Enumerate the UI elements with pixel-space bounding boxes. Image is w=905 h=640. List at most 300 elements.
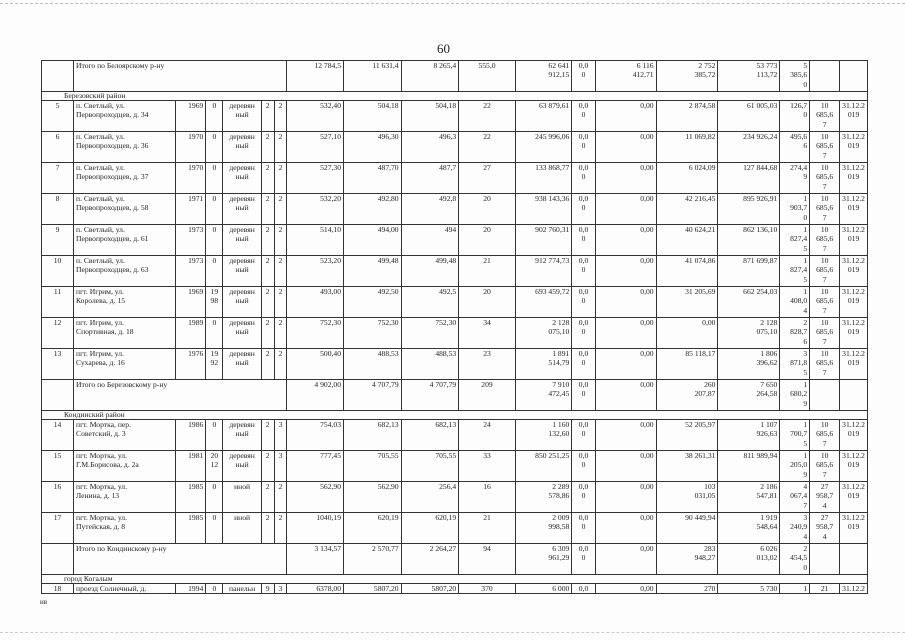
cell-material: панельн	[223, 584, 261, 594]
total-unit-limit	[810, 544, 840, 575]
cell-num: 6	[42, 132, 74, 163]
cell-area-total: 752,30	[287, 318, 344, 349]
cell-area-living2: 752,30	[401, 318, 459, 349]
total-area-living: 11 631,4	[344, 61, 402, 92]
cell-area-living2: 487,7	[401, 163, 459, 194]
cell-material: деревян ный	[223, 287, 261, 318]
total-area-living2: 2 264,27	[401, 544, 459, 575]
cell-address: пгт. Мортка, ул. Ленина, д. 13	[74, 482, 176, 513]
cell-deadline: 31.12.2 019	[840, 420, 868, 451]
table-row	[42, 482, 868, 513]
cell-residents: 34	[459, 318, 516, 349]
total-row	[42, 380, 868, 411]
cell-area-living2: 492,5	[401, 287, 459, 318]
cell-cost: 1 160 132,60	[515, 420, 572, 451]
cell-fund3: 42 216,45	[656, 194, 718, 225]
cell-area-total: 493,00	[287, 287, 344, 318]
cell-address: пгт. Мортка, ул. Путейская, д. 8	[74, 513, 176, 544]
cell-fund2: 0,00	[595, 101, 656, 132]
cell-fund2: 0,00	[595, 451, 656, 482]
cell-entrances: 2	[274, 163, 287, 194]
cell-cost: 6 000	[515, 584, 572, 594]
cell-address: пгт. Игрим, ул. Сухарева, д. 16	[74, 349, 176, 380]
cell-fund3: 52 205,97	[656, 420, 718, 451]
cell-unit-limit: 27 958,7 4	[810, 482, 840, 513]
cell-num: 8	[42, 194, 74, 225]
cell-fund3: 40 624,21	[656, 225, 718, 256]
cell-fund4: 61 005,03	[718, 101, 780, 132]
cell-blank	[42, 544, 74, 575]
cell-fund2: 0,00	[595, 163, 656, 194]
cell-material: деревян ный	[223, 163, 261, 194]
cell-address: п. Светлый, ул. Первопроходцев, д. 36	[74, 132, 176, 163]
cell-cost: 902 760,31	[515, 225, 572, 256]
cell-unit-cost: 1	[780, 584, 810, 594]
cell-year: 1994	[176, 584, 206, 594]
cell-cost: 1 891 514,79	[515, 349, 572, 380]
footer-mark: нв	[40, 598, 48, 606]
cell-fund2: 0,00	[595, 349, 656, 380]
cell-unit-limit: 10 685,6 7	[810, 451, 840, 482]
cell-deadline: 31.12.2 019	[840, 256, 868, 287]
cell-year2: 19 92	[206, 349, 223, 380]
cell-fund4: 5 730	[718, 584, 780, 594]
cell-floors: 9	[261, 584, 274, 594]
cell-area-living2: 504,18	[401, 101, 459, 132]
cell-fund1: 0,0 0	[572, 349, 595, 380]
cell-entrances: 2	[274, 132, 287, 163]
total-area-living: 4 707,79	[344, 380, 402, 411]
total-unit-limit	[810, 61, 840, 92]
cell-material: деревян ный	[223, 194, 261, 225]
cell-area-total: 527,30	[287, 163, 344, 194]
cell-residents: 22	[459, 101, 516, 132]
section-title: Кондинский район	[42, 411, 868, 420]
total-fund1: 0,0 0	[572, 61, 595, 92]
cell-cost: 133 868,77	[515, 163, 572, 194]
cell-num: 10	[42, 256, 74, 287]
total-residents: 555,0	[459, 61, 516, 92]
table-row	[42, 287, 868, 318]
cell-floors: 2	[261, 132, 274, 163]
cell-area-living: 487,70	[344, 163, 402, 194]
cell-unit-cost: 126,7 0	[780, 101, 810, 132]
cell-floors: 2	[261, 287, 274, 318]
table-row	[42, 420, 868, 451]
cell-fund1: 0,0 0	[572, 287, 595, 318]
cell-material: деревян ный	[223, 451, 261, 482]
cell-fund2: 0,00	[595, 318, 656, 349]
cell-area-total: 514,10	[287, 225, 344, 256]
cell-address: п. Светлый, ул. Первопроходцев, д. 58	[74, 194, 176, 225]
cell-area-living: 752,30	[344, 318, 402, 349]
cell-blank	[42, 61, 74, 92]
cell-area-total: 532,20	[287, 194, 344, 225]
cell-fund2: 0,00	[595, 194, 656, 225]
cell-address: пгт. Мортка, пер. Советский, д. 3	[74, 420, 176, 451]
cell-fund1: 0,0 0	[572, 225, 595, 256]
cell-fund4: 895 926,91	[718, 194, 780, 225]
cell-fund1: 0,0 0	[572, 451, 595, 482]
cell-entrances: 2	[274, 194, 287, 225]
total-residents: 94	[459, 544, 516, 575]
cell-material: деревян ный	[223, 256, 261, 287]
cell-fund4: 127 844,68	[718, 163, 780, 194]
cell-address: проезд Солнечный, д.	[74, 584, 176, 594]
cell-num: 15	[42, 451, 74, 482]
total-area-total: 3 134,57	[287, 544, 344, 575]
cell-year2: 0	[206, 194, 223, 225]
cell-year: 1969	[176, 101, 206, 132]
cell-year2: 0	[206, 256, 223, 287]
cell-material: деревян ный	[223, 225, 261, 256]
cell-year: 1973	[176, 256, 206, 287]
total-unit-cost: 2 454,5 0	[780, 544, 810, 575]
cell-residents: 21	[459, 513, 516, 544]
cell-material: деревян ный	[223, 101, 261, 132]
cell-fund1: 0,0 0	[572, 318, 595, 349]
cell-area-total: 754,03	[287, 420, 344, 451]
cell-fund1: 0,0 0	[572, 132, 595, 163]
cell-area-living: 504,18	[344, 101, 402, 132]
cell-area-living: 494,00	[344, 225, 402, 256]
cell-fund1: 0,0 0	[572, 420, 595, 451]
total-fund3: 260 207,87	[656, 380, 718, 411]
total-fund4: 53 773 113,72	[718, 61, 780, 92]
cell-area-total: 500,40	[287, 349, 344, 380]
cell-fund3: 2 874,58	[656, 101, 718, 132]
section-row	[42, 92, 868, 101]
cell-area-living2: 494	[401, 225, 459, 256]
cell-entrances: 2	[274, 349, 287, 380]
cell-year: 1970	[176, 163, 206, 194]
total-unit-cost: 1 680,2 9	[780, 380, 810, 411]
cell-unit-limit: 10 685,6 7	[810, 349, 840, 380]
total-unit-cost: 5 385,6 0	[780, 61, 810, 92]
cell-year: 1969	[176, 287, 206, 318]
cell-floors: 2	[261, 349, 274, 380]
cell-residents: 23	[459, 349, 516, 380]
cell-unit-cost: 1 700,7 5	[780, 420, 810, 451]
cell-year2: 0	[206, 101, 223, 132]
cell-entrances: 2	[274, 225, 287, 256]
cell-area-living: 682,13	[344, 420, 402, 451]
cell-fund3: 103 031,05	[656, 482, 718, 513]
table-row	[42, 318, 868, 349]
cell-cost: 693 459,72	[515, 287, 572, 318]
cell-fund4: 811 989,94	[718, 451, 780, 482]
total-row	[42, 544, 868, 575]
cell-cost: 938 143,36	[515, 194, 572, 225]
cell-year2: 20 12	[206, 451, 223, 482]
cell-fund3: 90 449,94	[656, 513, 718, 544]
cell-unit-limit: 10 685,6 7	[810, 194, 840, 225]
cell-fund4: 1 919 548,64	[718, 513, 780, 544]
cell-entrances: 2	[274, 256, 287, 287]
total-residents: 209	[459, 380, 516, 411]
cell-deadline: 31.12.2 019	[840, 132, 868, 163]
cell-cost: 2 289 578,86	[515, 482, 572, 513]
cell-unit-cost: 1 205,0 9	[780, 451, 810, 482]
page-number: 60	[437, 41, 450, 56]
cell-fund1: 0,0	[572, 584, 595, 594]
cell-area-living2: 492,8	[401, 194, 459, 225]
cell-area-living2: 488,53	[401, 349, 459, 380]
cell-fund2: 0,00	[595, 225, 656, 256]
table-row	[42, 163, 868, 194]
cell-fund4: 871 699,87	[718, 256, 780, 287]
cell-fund4: 1 107 926,63	[718, 420, 780, 451]
total-deadline	[840, 61, 868, 92]
cell-cost: 2 009 998,58	[515, 513, 572, 544]
total-row	[42, 61, 868, 92]
section-row	[42, 575, 868, 584]
cell-fund2: 0,00	[595, 132, 656, 163]
cell-num: 12	[42, 318, 74, 349]
cell-unit-limit: 10 685,6 7	[810, 163, 840, 194]
total-cost: 7 910 472,45	[515, 380, 572, 411]
total-label: Итого по Кондинскому р-ну	[74, 544, 287, 575]
cell-year2: 0	[206, 318, 223, 349]
cell-area-total: 527,10	[287, 132, 344, 163]
cell-area-living2: 705,55	[401, 451, 459, 482]
cell-floors: 2	[261, 482, 274, 513]
cell-floors: 2	[261, 256, 274, 287]
cell-entrances: 3	[274, 451, 287, 482]
cell-residents: 20	[459, 225, 516, 256]
cell-num: 16	[42, 482, 74, 513]
cell-num: 7	[42, 163, 74, 194]
cell-address: п. Светлый, ул. Первопроходцев, д. 63	[74, 256, 176, 287]
cell-fund1: 0,0 0	[572, 101, 595, 132]
cell-fund2: 0,00	[595, 256, 656, 287]
cell-floors: 2	[261, 420, 274, 451]
cell-fund4: 2 186 547,81	[718, 482, 780, 513]
table-row	[42, 349, 868, 380]
cell-fund3: 0,00	[656, 318, 718, 349]
cell-fund4: 2 128 075,10	[718, 318, 780, 349]
cell-unit-limit: 10 685,6 7	[810, 287, 840, 318]
cell-unit-limit: 10 685,6 7	[810, 256, 840, 287]
section-row	[42, 411, 868, 420]
total-fund4: 7 650 264,58	[718, 380, 780, 411]
section-title: город Когалым	[42, 575, 868, 584]
cell-year2: 0	[206, 163, 223, 194]
cell-area-living: 492,80	[344, 194, 402, 225]
total-label: Итого по Березовскому р-ну	[74, 380, 287, 411]
total-area-total: 12 784,5	[287, 61, 344, 92]
cell-address: п. Светлый, ул. Первопроходцев, д. 61	[74, 225, 176, 256]
total-area-total: 4 902,00	[287, 380, 344, 411]
cell-unit-cost: 1 408,0 4	[780, 287, 810, 318]
cell-deadline: 31.12.2 019	[840, 318, 868, 349]
cell-material: деревян ный	[223, 349, 261, 380]
housing-register-table	[41, 60, 868, 594]
cell-entrances: 2	[274, 318, 287, 349]
cell-num: 17	[42, 513, 74, 544]
top-scan-edge	[0, 3, 905, 4]
cell-fund2: 0,00	[595, 513, 656, 544]
cell-residents: 33	[459, 451, 516, 482]
cell-year2: 0	[206, 513, 223, 544]
cell-area-living2: 499,48	[401, 256, 459, 287]
cell-unit-limit: 27 958,7 4	[810, 513, 840, 544]
cell-deadline: 31.12.2 019	[840, 451, 868, 482]
cell-unit-cost: 274,4 9	[780, 163, 810, 194]
cell-fund3: 31 205,69	[656, 287, 718, 318]
cell-cost: 2 128 075,10	[515, 318, 572, 349]
cell-floors: 2	[261, 163, 274, 194]
cell-unit-cost: 3 871,8 5	[780, 349, 810, 380]
cell-residents: 16	[459, 482, 516, 513]
cell-area-living2: 620,19	[401, 513, 459, 544]
total-cost: 62 641 912,15	[515, 61, 572, 92]
cell-residents: 21	[459, 256, 516, 287]
cell-deadline: 31.12.2 019	[840, 163, 868, 194]
cell-address: пгт. Мортка, ул. Г.М.Борисова, д. 2а	[74, 451, 176, 482]
total-fund2: 0,00	[595, 544, 656, 575]
cell-area-living2: 682,13	[401, 420, 459, 451]
cell-address: п. Светлый, ул. Первопроходцев, д. 37	[74, 163, 176, 194]
cell-entrances: 3	[274, 584, 287, 594]
cell-year: 1986	[176, 420, 206, 451]
cell-fund3: 270	[656, 584, 718, 594]
cell-area-total: 777,45	[287, 451, 344, 482]
cell-material: деревян ный	[223, 132, 261, 163]
cell-area-living2: 5807,20	[401, 584, 459, 594]
cell-unit-limit: 10 685,6 7	[810, 101, 840, 132]
cell-unit-limit: 21	[810, 584, 840, 594]
cell-fund1: 0,0 0	[572, 513, 595, 544]
cell-fund4: 1 806 396,62	[718, 349, 780, 380]
cell-year: 1971	[176, 194, 206, 225]
cell-fund1: 0,0 0	[572, 163, 595, 194]
cell-deadline: 31.12.2 019	[840, 349, 868, 380]
total-fund3: 2 752 385,72	[656, 61, 718, 92]
cell-area-living: 488,53	[344, 349, 402, 380]
section-title: Березовский район	[42, 92, 868, 101]
cell-residents: 20	[459, 287, 516, 318]
cell-year2: 0	[206, 132, 223, 163]
cell-fund4: 862 136,10	[718, 225, 780, 256]
total-deadline	[840, 544, 868, 575]
cell-unit-cost: 3 240,9 4	[780, 513, 810, 544]
table-row	[42, 584, 868, 594]
cell-area-total: 562,90	[287, 482, 344, 513]
cell-area-living: 562,90	[344, 482, 402, 513]
total-label: Итого по Белоярскому р-ну	[74, 61, 287, 92]
cell-fund1: 0,0 0	[572, 194, 595, 225]
cell-cost: 912 774,73	[515, 256, 572, 287]
cell-entrances: 2	[274, 287, 287, 318]
total-area-living2: 4 707,79	[401, 380, 459, 411]
cell-residents: 27	[459, 163, 516, 194]
cell-floors: 2	[261, 101, 274, 132]
cell-year2: 0	[206, 584, 223, 594]
cell-entrances: 3	[274, 420, 287, 451]
cell-deadline: 31.12.2 019	[840, 101, 868, 132]
cell-area-total: 6378,00	[287, 584, 344, 594]
cell-residents: 370	[459, 584, 516, 594]
cell-unit-cost: 1 827,4 5	[780, 256, 810, 287]
cell-cost: 245 996,06	[515, 132, 572, 163]
cell-area-living: 705,55	[344, 451, 402, 482]
cell-floors: 2	[261, 451, 274, 482]
cell-cost: 63 879,61	[515, 101, 572, 132]
cell-unit-cost: 495,6 6	[780, 132, 810, 163]
table-row	[42, 256, 868, 287]
cell-fund2: 0,00	[595, 482, 656, 513]
cell-num: 14	[42, 420, 74, 451]
cell-deadline: 31.12.2 019	[840, 225, 868, 256]
cell-area-living: 496,30	[344, 132, 402, 163]
cell-material: деревян ный	[223, 318, 261, 349]
cell-floors: 2	[261, 513, 274, 544]
cell-area-total: 532,40	[287, 101, 344, 132]
cell-num: 18	[42, 584, 74, 594]
total-area-living: 2 570,77	[344, 544, 402, 575]
table-body	[42, 61, 868, 594]
cell-residents: 24	[459, 420, 516, 451]
cell-address: п. Светлый, ул. Первопроходцев, д. 34	[74, 101, 176, 132]
cell-address: пгт. Игрим, ул. Королева, д. 15	[74, 287, 176, 318]
cell-residents: 22	[459, 132, 516, 163]
cell-material: деревян ный	[223, 420, 261, 451]
cell-num: 13	[42, 349, 74, 380]
table-row	[42, 225, 868, 256]
total-deadline	[840, 380, 868, 411]
cell-area-total: 523,20	[287, 256, 344, 287]
cell-fund2: 0,00	[595, 420, 656, 451]
total-area-living2: 8 265,4	[401, 61, 459, 92]
cell-fund3: 6 024,09	[656, 163, 718, 194]
cell-year2: 0	[206, 420, 223, 451]
cell-year: 1973	[176, 225, 206, 256]
cell-cost: 850 251,25	[515, 451, 572, 482]
cell-year: 1989	[176, 318, 206, 349]
cell-num: 9	[42, 225, 74, 256]
cell-blank	[42, 380, 74, 411]
total-fund4: 6 026 013,02	[718, 544, 780, 575]
cell-unit-cost: 2 828,7 6	[780, 318, 810, 349]
cell-deadline: 31.12.2	[840, 584, 868, 594]
cell-area-living2: 256,4	[401, 482, 459, 513]
cell-fund1: 0,0 0	[572, 256, 595, 287]
table-row	[42, 194, 868, 225]
cell-unit-limit: 10 685,6 7	[810, 318, 840, 349]
cell-area-total: 1040,19	[287, 513, 344, 544]
cell-year: 1976	[176, 349, 206, 380]
cell-floors: 2	[261, 194, 274, 225]
cell-deadline: 31.12.2 019	[840, 287, 868, 318]
table-row	[42, 451, 868, 482]
cell-entrances: 2	[274, 101, 287, 132]
cell-fund2: 0,00	[595, 287, 656, 318]
cell-fund1: 0,0 0	[572, 482, 595, 513]
cell-fund4: 662 254,03	[718, 287, 780, 318]
cell-area-living: 492,50	[344, 287, 402, 318]
table-row	[42, 132, 868, 163]
cell-fund3: 11 069,82	[656, 132, 718, 163]
cell-entrances: 2	[274, 513, 287, 544]
cell-address: пгт. Игрим, ул. Спортивная, д. 18	[74, 318, 176, 349]
cell-unit-cost: 1 827,4 5	[780, 225, 810, 256]
total-fund3: 283 948,27	[656, 544, 718, 575]
cell-fund3: 38 261,31	[656, 451, 718, 482]
cell-deadline: 31.12.2 019	[840, 194, 868, 225]
cell-entrances: 2	[274, 482, 287, 513]
cell-year: 1970	[176, 132, 206, 163]
